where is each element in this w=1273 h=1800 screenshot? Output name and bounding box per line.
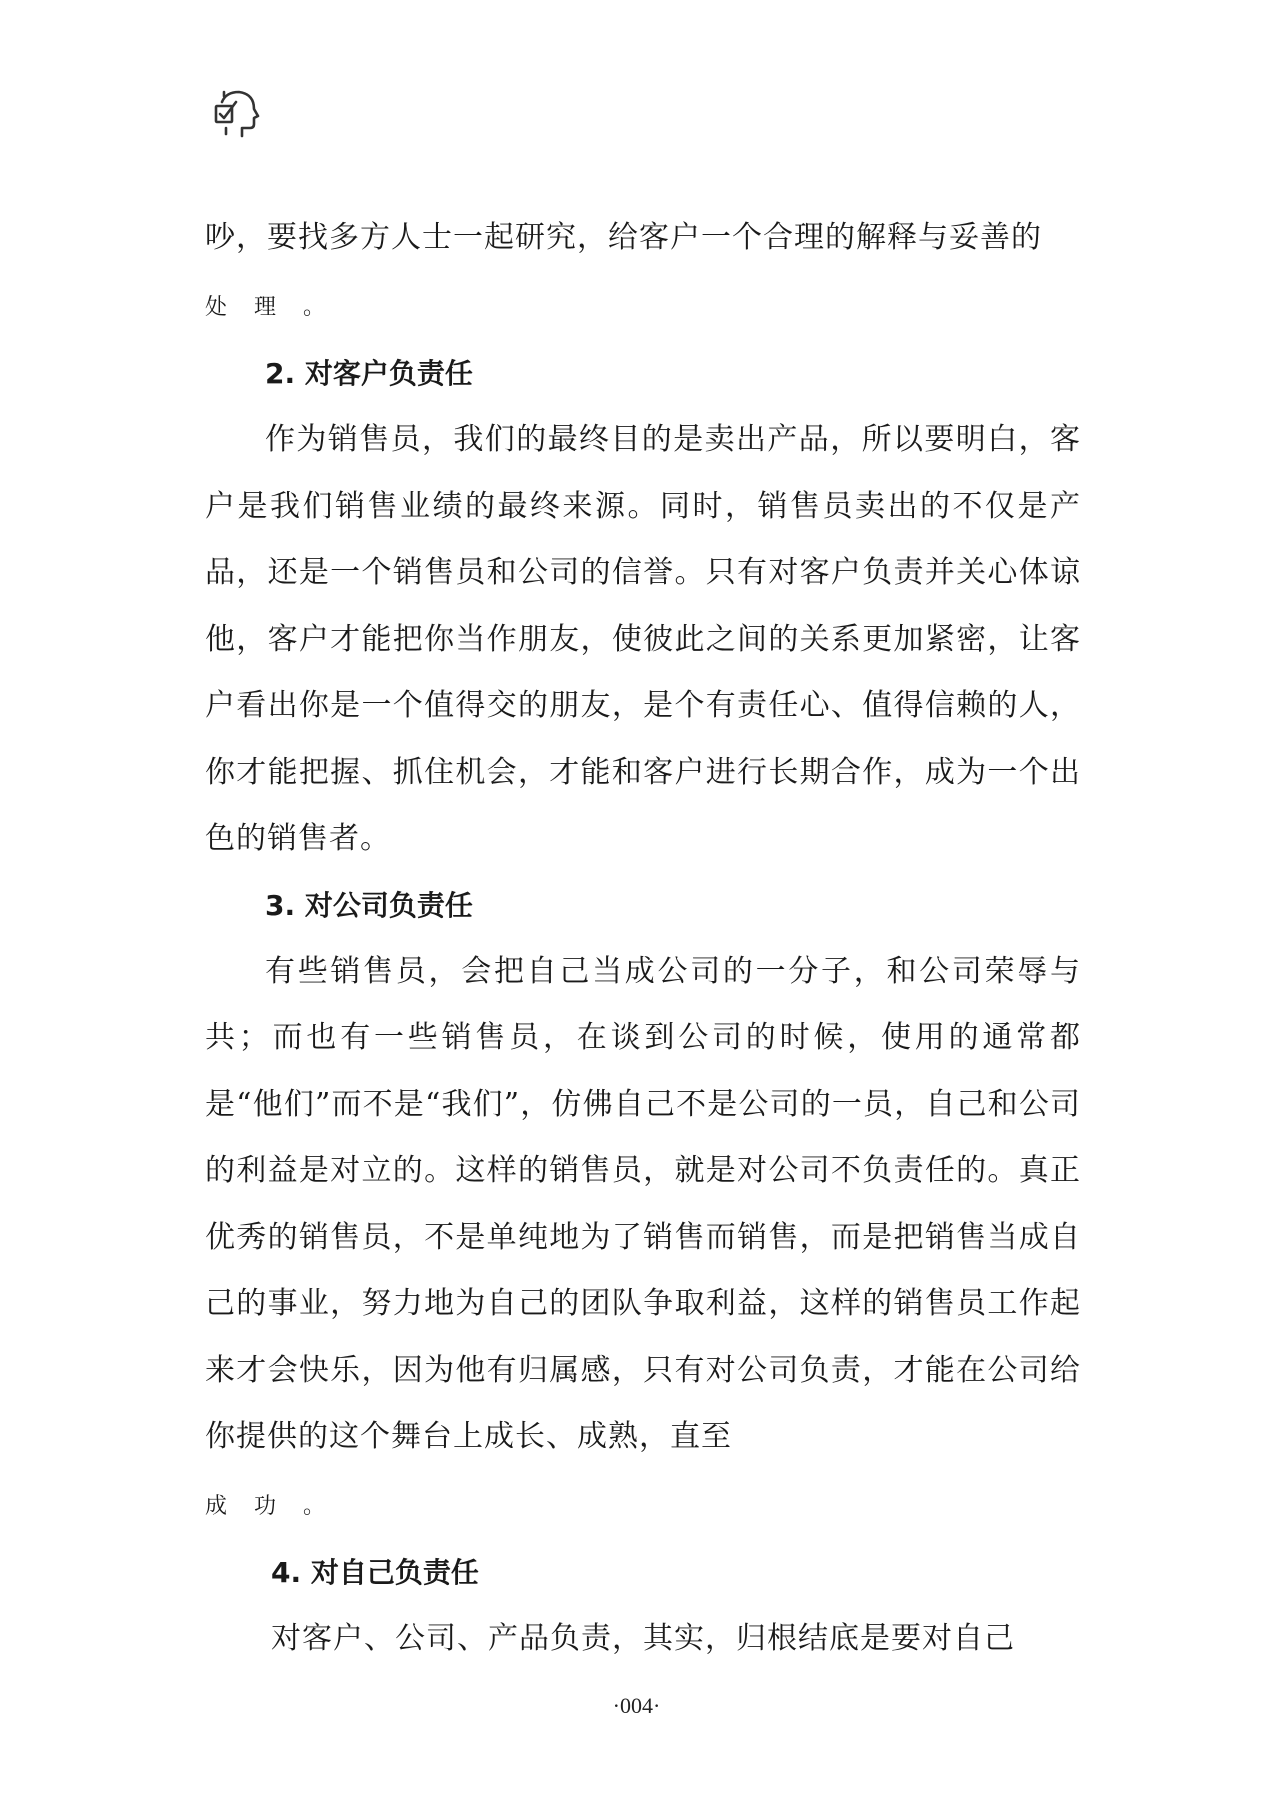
head-checklist-icon — [212, 88, 270, 140]
paragraph-company-tail: 成 功 。 — [205, 1493, 335, 1519]
paragraph-company — [205, 939, 1081, 1541]
paragraph-customer: 作为销售员，我们的最终目的是卖出产品，所以要明白，客户是我们销售业绩的最终来源。同时，销售员卖出的不仅是产品，还是一个销售员和公司的信誉。只有对客户负责并关心体谅他，客户才能把你当作朋友，使彼此之间的关系更加紧密，让客户看出你是一个值得交的朋友，是个有责任心、值得信赖的人，你才能把握、抓住机会，才能和客户进行长期合作，成为一个出色的销售者。 — [205, 422, 1081, 856]
paragraph-continuation — [205, 205, 1081, 341]
page-number: ·004· — [612, 1693, 661, 1718]
page-content — [205, 205, 1081, 1673]
paragraph-tail: 处 理 。 — [205, 294, 335, 320]
paragraph-self: 对客户、公司、产品负责，其实，归根结底是要对自己 — [271, 1621, 1015, 1656]
section-heading-self: 4. 对自己负责任 — [271, 1556, 479, 1589]
section-heading-customer: 2. 对客户负责任 — [265, 357, 473, 390]
section-heading-company: 3. 对公司负责任 — [265, 888, 473, 922]
paragraph-line: 吵，要找多方人士一起研究，给客户一个合理的解释与妥善的 — [205, 220, 1042, 255]
paragraph-company-body: 有些销售员，会把自己当成公司的一分子，和公司荣辱与共；而也有一些销售员，在谈到公司的时候，使用的通常都是“他们”而不是“我们”，仿佛自己不是公司的一员，自己和公司的利益是对立的。这样的销售员，就是对公司不负责任的。真正优秀的销售员，不是单纯地为了销售而销售，而是把销售当成自己的事业，努力地为自己的团队争取利益，这样的销售员工作起来才会快乐，因为他有归属感，只有对公司负责，才能在公司给你提供的这个舞台上成长、成熟，直至 — [205, 953, 1081, 1454]
